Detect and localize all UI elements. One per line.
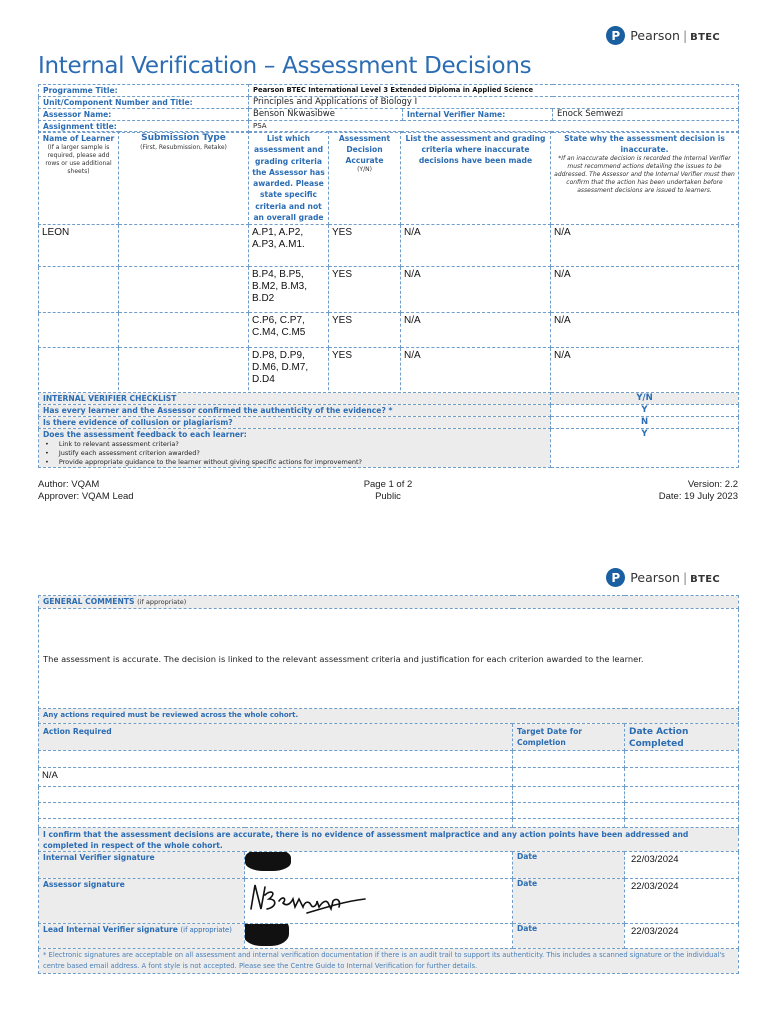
confirmation-table	[38, 827, 739, 974]
confirmation-statement: I confirm that the assessment decisions are accurate, there is no evidence of assessment malpractice and any action points have been addressed and completed in respect of the whole cohort.	[39, 828, 739, 852]
accurate-header-note: (Y/N)	[357, 166, 372, 173]
submission-header: Submission Type	[141, 133, 226, 143]
page2-footer-cut	[38, 1017, 738, 1024]
learner-header-note: (If a larger sample is required, please add rows or use additional sheets)	[45, 144, 112, 175]
checklist-answer-feedback: Y	[551, 429, 739, 468]
general-comments-label: GENERAL COMMENTS	[43, 597, 135, 606]
table-row	[39, 267, 739, 313]
redaction-mark	[245, 852, 291, 872]
submission-header-note: (First, Resubmission, Retake)	[140, 144, 227, 151]
date-completed-header: Date Action Completed	[625, 724, 739, 751]
logo-sub: BTEC	[690, 574, 720, 585]
logo-brand: Pearson	[630, 570, 680, 585]
assessor-label: Assessor Name:	[39, 109, 249, 121]
internal-verifier-value: Enock Semwezi	[553, 109, 739, 121]
decisions-table	[38, 131, 739, 395]
accurate-cell: YES	[329, 225, 401, 267]
table-row	[39, 313, 739, 348]
action-required-header: Action Required	[39, 724, 513, 751]
lead-iv-signature	[245, 924, 513, 949]
why-cell: N/A	[551, 313, 739, 348]
learner-cell	[39, 348, 119, 395]
header-info-table	[38, 84, 739, 133]
checklist-question-authenticity: Has every learner and the Assessor confirmed the authenticity of the evidence? *	[39, 405, 551, 417]
footer-classification: Public	[375, 491, 401, 502]
criteria-cell: B.P4, B.P5, B.M2, B.M3, B.D2	[249, 267, 329, 313]
unit-value: Principles and Applications of Biology I	[249, 97, 739, 109]
footer-author: Author: VQAM	[38, 479, 100, 490]
checklist-yn-header: Y/N	[551, 393, 739, 405]
page-title: Internal Verification – Assessment Decisions	[38, 53, 532, 79]
target-date-header: Target Date for Completion	[513, 724, 625, 751]
iv-signature-label: Internal Verifier signature	[39, 852, 245, 879]
general-comment-text: The assessment is accurate. The decision is linked to the relevant assessment criteria and justification for each criterion awarded to the learner.	[43, 653, 644, 664]
iv-date-value: 22/03/2024	[625, 852, 739, 879]
submission-cell	[119, 348, 249, 395]
inaccurate-cell: N/A	[401, 348, 551, 395]
programme-title-value: Pearson BTEC International Level 3 Extended Diploma in Applied Science	[249, 85, 739, 97]
learner-cell	[39, 267, 119, 313]
lead-iv-signature-label: Lead Internal Verifier signature	[43, 925, 178, 934]
assessor-signature	[245, 879, 513, 924]
programme-title-label: Programme Title:	[39, 85, 249, 97]
criteria-header: List which assessment and grading criteria the Assessor has awarded. Please state specific criteria and not an overall grade	[252, 134, 325, 223]
actions-note: Any actions required must be reviewed across the whole cohort.	[39, 709, 739, 724]
why-cell: N/A	[551, 348, 739, 395]
unit-label: Unit/Component Number and Title:	[39, 97, 249, 109]
esignature-note: * Electronic signatures are acceptable on all assessment and internal verification documentation if there is an audit trail to support its authenticity. This includes a scanned signature or the individual's centre based email address. A font style is not accepted. Please see the Centre Guide to Internal Verification for further details.	[39, 949, 739, 974]
assessor-date-label: Date	[513, 879, 625, 924]
lead-iv-signature-note: (if appropriate)	[180, 926, 232, 934]
accurate-cell: YES	[329, 267, 401, 313]
assessor-signature-label: Assessor signature	[39, 879, 245, 924]
iv-date-label: Date	[513, 852, 625, 879]
footer-version: Version: 2.2	[687, 479, 738, 490]
submission-cell	[119, 225, 249, 267]
criteria-cell: C.P6, C.P7, C.M4, C.M5	[249, 313, 329, 348]
learner-header: Name of Learner	[42, 134, 115, 143]
checklist-answer-authenticity: Y	[551, 405, 739, 417]
pearson-logo-icon: P	[606, 26, 625, 45]
handwritten-signature	[247, 879, 377, 919]
submission-cell	[119, 267, 249, 313]
internal-verifier-label: Internal Verifier Name:	[403, 109, 553, 121]
list-item: • Provide appropriate guidance to the learner without giving specific actions for improvement?	[45, 458, 550, 467]
pearson-btec-logo: P Pearson | BTEC	[606, 568, 720, 587]
submission-cell	[119, 313, 249, 348]
table-row	[39, 225, 739, 267]
assessor-date-value: 22/03/2024	[625, 879, 739, 924]
footer-date: Date: 19 July 2023	[658, 491, 738, 502]
iv-checklist	[38, 392, 739, 468]
inaccurate-header: List the assessment and grading criteria where inaccurate decisions have been made	[405, 134, 546, 165]
assessor-value: Benson Nkwasibwe	[249, 109, 403, 121]
redaction-mark	[245, 924, 290, 947]
pearson-btec-logo: P Pearson | BTEC	[606, 26, 720, 45]
logo-brand: Pearson	[630, 28, 680, 43]
general-comments-table	[38, 595, 739, 833]
general-comments-note: (if appropriate)	[137, 598, 187, 606]
list-item: • Justify each assessment criterion awarded?	[45, 449, 550, 458]
logo-sub: BTEC	[690, 32, 720, 43]
assignment-title-label: Assignment title:	[39, 121, 249, 133]
footer-page-number: Page 1 of 2	[363, 479, 413, 490]
table-row	[39, 348, 739, 395]
criteria-cell: A.P1, A.P2, A.P3, A.M1.	[249, 225, 329, 267]
checklist-answer-plagiarism: N	[551, 417, 739, 429]
why-header: State why the assessment decision is inaccurate.	[564, 134, 725, 154]
accurate-header: Assessment Decision Accurate	[338, 134, 391, 165]
criteria-cell: D.P8, D.P9, D.M6, D.M7, D.D4	[249, 348, 329, 395]
feedback-bullet-list	[39, 440, 550, 467]
iv-signature	[245, 852, 513, 879]
why-cell: N/A	[551, 225, 739, 267]
why-cell: N/A	[551, 267, 739, 313]
accurate-cell: YES	[329, 313, 401, 348]
inaccurate-cell: N/A	[401, 267, 551, 313]
checklist-question-plagiarism: Is there evidence of collusion or plagiarism?	[39, 417, 551, 429]
footer-approver: Approver: VQAM Lead	[38, 491, 134, 502]
decisions-header-row	[39, 132, 739, 225]
lead-date-value: 22/03/2024	[625, 924, 739, 949]
checklist-title: INTERNAL VERIFIER CHECKLIST	[39, 393, 551, 405]
learner-cell: LEON	[39, 225, 119, 267]
list-item: • Link to relevant assessment criteria?	[45, 440, 550, 449]
lead-date-label: Date	[513, 924, 625, 949]
checklist-question-feedback: Does the assessment feedback to each learner:	[43, 430, 247, 439]
inaccurate-cell: N/A	[401, 313, 551, 348]
pearson-logo-icon: P	[606, 568, 625, 587]
inaccurate-cell: N/A	[401, 225, 551, 267]
action-required-value: N/A	[39, 768, 513, 787]
learner-cell	[39, 313, 119, 348]
accurate-cell: YES	[329, 348, 401, 395]
assignment-title-value: PSA	[249, 121, 739, 133]
why-header-note: *If an inaccurate decision is recorded the Internal Verifier must recommend actions detailing the issues to be addressed. The Assessor and the Internal Verifier must then confirm that the action has been undertaken before assessment decisions are issued to learners.	[554, 155, 735, 194]
